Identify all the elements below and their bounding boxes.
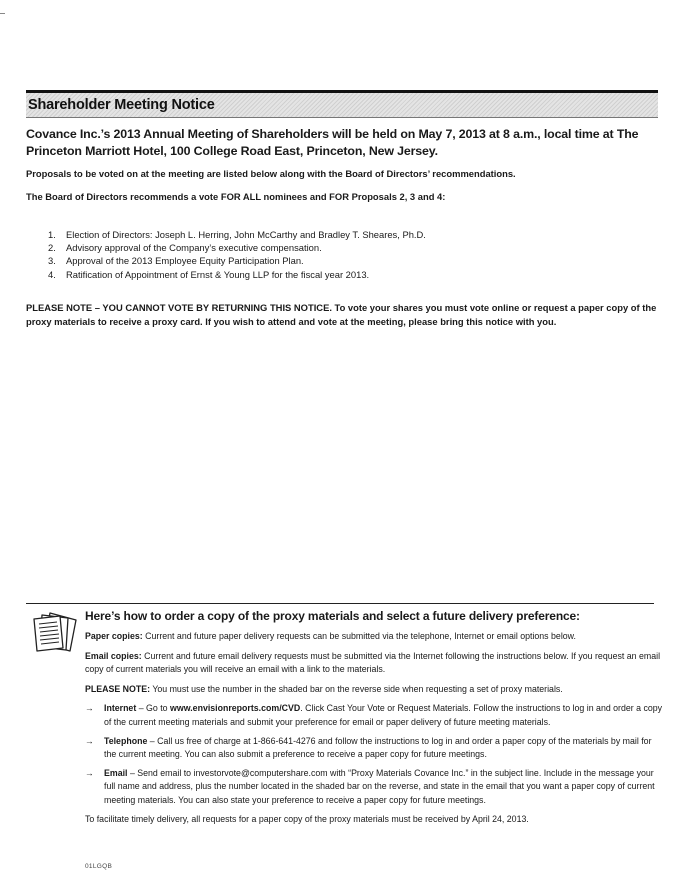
request-deadline: To facilitate timely delivery, all requests for a paper copy of the proxy materials must be received by April 24, 2013. [85,813,529,824]
envisionreports-link[interactable]: www.envisionreports.com/CVD [170,703,301,714]
please-note-text: You must use the number in the shaded bar on the reverse side when requesting a set of proxy materials. [152,683,563,694]
arrow-right-icon: → [85,703,94,714]
telephone-label: Telephone [104,735,148,746]
shaded-bar-note [85,683,663,697]
proposal-item [48,228,648,241]
internet-label: Internet [104,703,137,714]
proposal-number: 2. [48,242,56,254]
proposal-item [48,241,648,254]
section-divider [26,603,654,604]
telephone-option [85,735,663,762]
internet-text: . Click Cast Your Vote or Request Materials. Follow the instructions to log in and order a copy of the current meeting materials and submit your preference for email or paper delivery of future meeting materials. [104,703,663,727]
please-note-label: PLEASE NOTE: [85,683,151,694]
proposal-text: Advisory approval of the Company’s executive compensation. [66,242,322,254]
cannot-vote-notice: PLEASE NOTE – YOU CANNOT VOTE BY RETURNING THIS NOTICE. To vote your shares you must vote online or request a paper copy of the proxy materials to receive a proxy card. If you wish to attend and vote at the meeting, please bring this notice with you. [26,302,657,327]
email-copies-text: Current and future email delivery requests must be submitted via the Internet following the instructions below. If you request an email copy of current materials you will receive an email with a link to the materials. [85,650,661,675]
paper-copies-text: Current and future paper delivery requests can be submitted via the telephone, Internet or email options below. [145,631,576,641]
proposal-item [48,254,648,267]
proposal-number: 3. [48,255,56,267]
telephone-text: – Call us free of charge at 1-866-641-4276 and follow the instructions to log in and order a paper copy of the materials by mail for the current meeting. You can also submit a preference to receive a paper copy for future meetings. [104,735,652,760]
document-code: 01LGQB [85,863,113,870]
order-materials-heading: Here’s how to order a copy of the proxy materials and select a future delivery preference: [85,609,580,623]
arrow-right-icon: → [85,767,94,778]
meeting-statement: Covance Inc.’s 2013 Annual Meeting of Shareholders will be held on May 7, 2013 at 8 a.m., local time at The Princeton Marriott Hotel, 100 College Road East, Princeton, New Jersey. [26,127,639,158]
email-option-label: Email [104,767,128,778]
order-instructions [85,630,663,832]
proposal-number: 4. [48,268,56,280]
email-copies-label: Email copies: [85,650,142,661]
email-option [85,767,663,808]
proposal-text: Approval of the 2013 Employee Equity Participation Plan. [66,255,304,267]
proposal-text: Ratification of Appointment of Ernst & Young LLP for the fiscal year 2013. [66,268,370,280]
proposals-intro: Proposals to be voted on at the meeting are listed below along with the Board of Directors’ recommendations. [26,168,516,179]
proposal-item [48,268,648,281]
proposal-list [48,228,648,281]
paper-copies-paragraph [85,630,663,644]
proposal-text: Election of Directors: Joseph L. Herring, John McCarthy and Bradley T. Sheares, Ph.D. [66,229,426,240]
paper-copies-label: Paper copies: [85,631,143,641]
board-recommendation: The Board of Directors recommends a vote FOR ALL nominees and FOR Proposals 2, 3 and 4: [26,191,446,202]
document-stack-icon [30,611,78,653]
proposal-number: 1. [48,229,56,240]
email-option-text: – Send email to investorvote@computershare.com with “Proxy Materials Covance Inc.” in the subject line. Include in the message your full name and address, plus the number located in the shaded bar on the reverse, and state in the email that you want a paper copy of current meeting materials. You can also state your preference to receive a paper copy for future meetings. [104,767,655,805]
internet-prefix: – Go to [138,703,168,714]
corner-tick-mark [0,13,5,14]
arrow-right-icon: → [85,735,94,746]
notice-title-banner [26,90,658,118]
notice-title: Shareholder Meeting Notice [28,97,215,113]
internet-option [85,702,663,729]
email-copies-paragraph [85,650,663,677]
